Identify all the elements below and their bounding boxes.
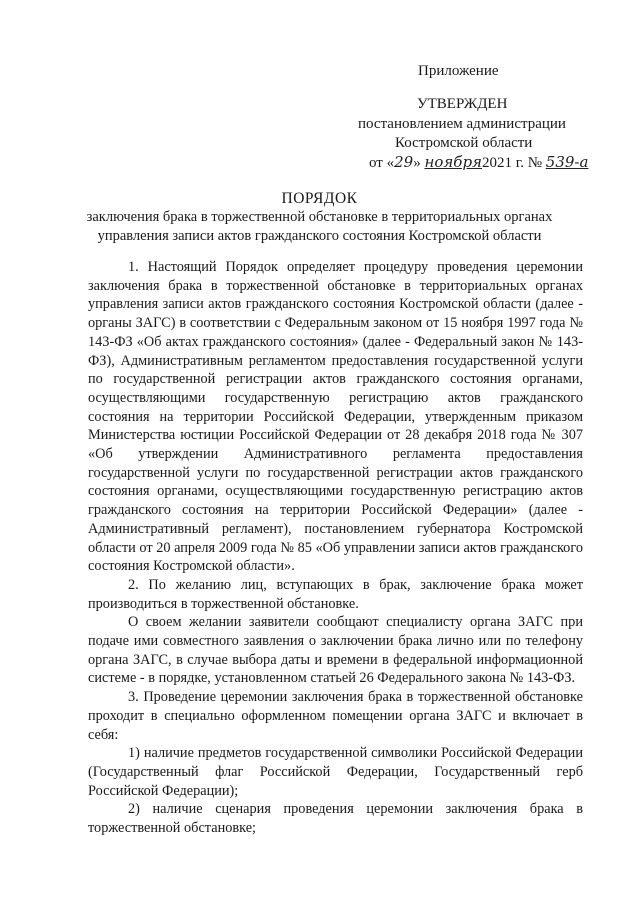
decree-line: постановлением администрации [358, 116, 566, 132]
handwritten-month: ноября [424, 153, 482, 171]
paragraph-2: 2. По желанию лиц, вступающих в брак, заключение брака может производиться в торжественной обстановке. [88, 576, 583, 612]
subtitle-line-1: заключения брака в торжественной обстановке в территориальных органах [86, 209, 553, 225]
handwritten-day: 29 [394, 153, 414, 171]
region-line: Костромской области [395, 135, 533, 151]
paragraph-2-note: О своем желании заявители сообщают специалисту органа ЗАГС при подаче ими совместного заявления о заключении брака лично или по телефону органа ЗАГС, в случае выбора даты и времени в федеральной информационной системе - в порядке, установленном статьей 26 Федерального закона № 143-ФЗ. [88, 614, 583, 687]
document-body [88, 258, 583, 838]
document-title: ПОРЯДОК [281, 190, 358, 207]
decree-date-line [369, 153, 588, 173]
paragraph-1: 1. Настоящий Порядок определяет процедуру проведения церемонии заключения брака в торжественной обстановке в территориальных органах управления записи актов гражданского состояния Костромской области (далее - органы ЗАГС) в соответствии с Федеральным законом от 15 ноября 1997 года № 143-ФЗ «Об актах гражданского состояния» (далее - Федеральный закон № 143-ФЗ), Административным регламентом предоставления государственной услуги по государственной регистрации актов гражданского состояния органами, осуществляющими государственную регистрацию актов гражданского состояния на территории Российской Федерации, утвержденным приказом Министерства юстиции Российской Федерации от 28 декабря 2018 года № 307 «Об утверждении Административного регламента предоставления государственной услуги по государственной регистрации актов гражданского состояния органами, осуществляющими государственную регистрацию актов гражданского состояния на территории Российской Федерации» (далее - Административный регламент), постановлением губернатора Костромской области от 20 апреля 2009 года № 85 «Об управлении записи актов гражданского состояния Костромской области». [88, 259, 583, 575]
appendix-label: Приложение [418, 63, 499, 79]
approved-label: УТВЕРЖДЕН [417, 96, 508, 112]
handwritten-number: 539-а [545, 153, 589, 171]
list-item-2: 2) наличие сценария проведения церемонии заключения брака в торжественной обстановке; [88, 801, 583, 837]
subtitle-line-2: управления записи актов гражданского состояния Костромской области [97, 228, 542, 244]
year-and-number-label: 2021 г. № [482, 155, 543, 171]
date-prefix: от « [369, 155, 395, 171]
list-item-1: 1) наличие предметов государственной символики Российской Федерации (Государственный флаг Российской Федерации, Государственный герб Российской Федерации); [88, 745, 583, 799]
date-mid: » [413, 155, 421, 171]
paragraph-3: 3. Проведение церемонии заключения брака в торжественной обстановке проходит в специально оформленном помещении органа ЗАГС и включает в себя: [88, 689, 583, 743]
